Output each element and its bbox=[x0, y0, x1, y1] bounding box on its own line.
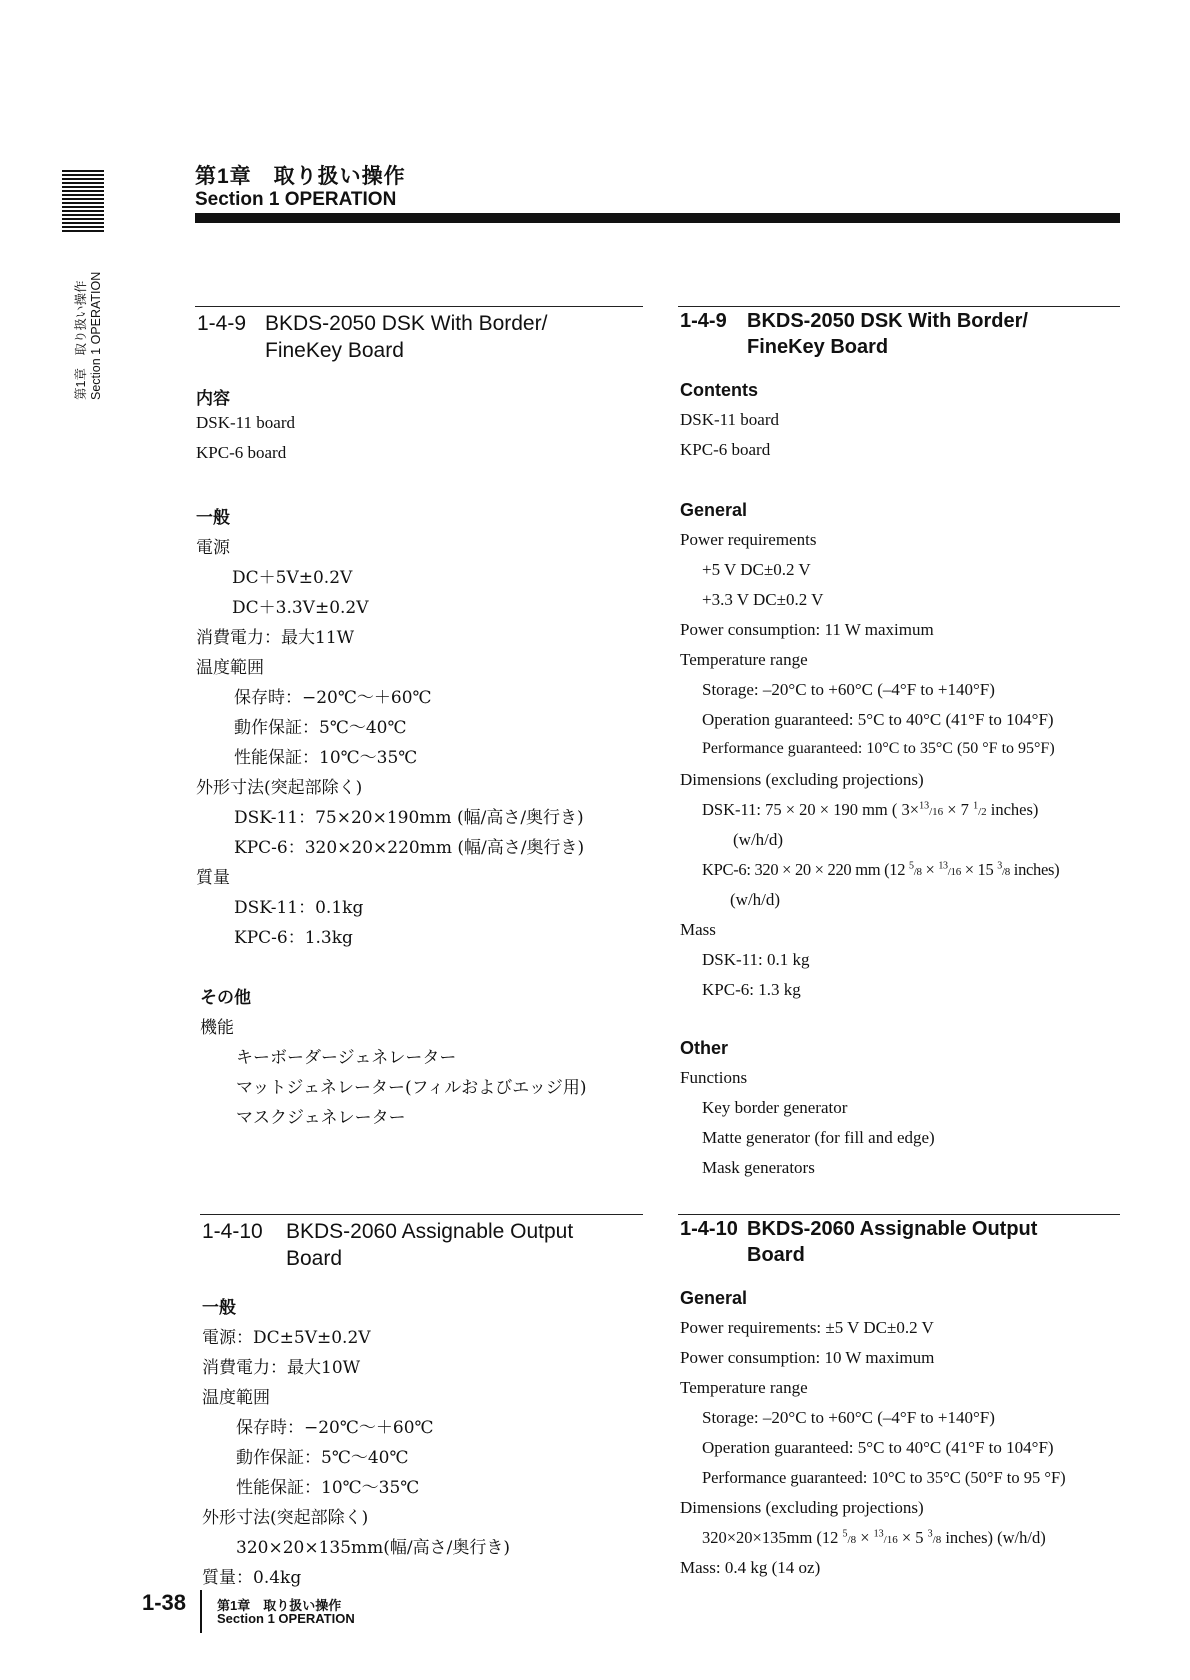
header-rule bbox=[195, 213, 1120, 223]
spec-value: 動作保証：5℃〜40℃ bbox=[234, 718, 407, 738]
section-title-line1: BKDS-2060 Assignable Output bbox=[747, 1218, 1038, 1240]
spec-value-kpc-dimensions: KPC-6: 320 × 20 × 220 mm (12 $^5$/8 × $^{13}$/16 × 15 $^3$/8 inches) bbox=[702, 860, 1060, 879]
spec-value: KPC-6：1.3kg bbox=[234, 928, 353, 948]
spec-value: Mass: 0.4 kg (14 oz) bbox=[680, 1558, 821, 1577]
section-title-en: Section 1 OPERATION bbox=[195, 189, 397, 210]
spec-value: 保存時：−20℃〜＋60℃ bbox=[234, 688, 432, 708]
section-title-line1: BKDS-2060 Assignable Output bbox=[286, 1220, 574, 1243]
spec-label: Power requirements bbox=[680, 530, 817, 549]
spec-label: 質量 bbox=[196, 868, 230, 888]
spec-value: 消費電力：最大11W bbox=[196, 628, 355, 648]
footer-chapter-jp: 第1章 取り扱い操作 bbox=[217, 1598, 342, 1613]
list-item: Key border generator bbox=[702, 1098, 848, 1117]
spec-label: Temperature range bbox=[680, 650, 808, 669]
side-tab-label bbox=[74, 272, 104, 400]
spec-value: DC＋3.3V±0.2V bbox=[232, 598, 369, 618]
spec-value: +3.3 V DC±0.2 V bbox=[702, 590, 824, 609]
section-heading-en-149 bbox=[680, 308, 1125, 360]
spec-value: (w/h/d) bbox=[730, 890, 781, 909]
section-rule bbox=[678, 1214, 1120, 1215]
spec-label: 温度範囲 bbox=[196, 658, 264, 678]
spec-value: Storage: –20°C to +60°C (–4°F to +140°F) bbox=[702, 1408, 995, 1427]
section-heading-en-1410 bbox=[680, 1216, 1125, 1268]
spec-value: Performance guaranteed: 10°C to 35°C (50°F to 95 °F) bbox=[702, 1468, 1066, 1487]
footer-section-en: Section 1 OPERATION bbox=[217, 1611, 355, 1626]
spec-value: Power consumption: 11 W maximum bbox=[680, 620, 934, 639]
spec-label: Temperature range bbox=[680, 1378, 808, 1397]
spec-label: 温度範囲 bbox=[202, 1388, 270, 1408]
section-number: 1-4-10 bbox=[202, 1220, 263, 1243]
side-tab-en: Section 1 OPERATION bbox=[89, 271, 103, 400]
chapter-title-jp: 第1章 取り扱い操作 bbox=[195, 165, 406, 188]
spec-value: Operation guaranteed: 5°C to 40°C (41°F to 104°F) bbox=[702, 710, 1054, 729]
spec-value: 質量：0.4kg bbox=[202, 1568, 302, 1588]
spec-value: 電源：DC±5V±0.2V bbox=[202, 1328, 371, 1348]
spec-value: DSK-11: 0.1 kg bbox=[702, 950, 810, 969]
footer-divider bbox=[200, 1590, 202, 1633]
section-title-line2: Board bbox=[286, 1247, 343, 1270]
spec-label: 電源 bbox=[196, 538, 230, 558]
spec-label: 外形寸法(突起部除く) bbox=[196, 778, 363, 798]
section-heading-jp-1410 bbox=[202, 1218, 647, 1272]
list-item: KPC-6 board bbox=[196, 443, 287, 462]
spec-value: 320×20×135mm(幅/高さ/奥行き) bbox=[236, 1538, 510, 1558]
spec-value: (w/h/d) bbox=[733, 830, 784, 849]
spec-value: KPC-6: 1.3 kg bbox=[702, 980, 801, 999]
spec-value: +5 V DC±0.2 V bbox=[702, 560, 811, 579]
spec-label: Dimensions (excluding projections) bbox=[680, 1498, 924, 1517]
list-item: キーボーダージェネレーター bbox=[236, 1048, 457, 1068]
spec-value: DSK-11：0.1kg bbox=[234, 898, 364, 918]
section-title-line1: BKDS-2050 DSK With Border/ bbox=[747, 310, 1028, 332]
section-title-line2: FineKey Board bbox=[265, 339, 404, 362]
spec-value-dimensions: 320×20×135mm (12 $^5$/8 × $^{13}$/16 × 5 $^3$/8 inches) (w/h/d) bbox=[702, 1528, 1046, 1547]
spec-label: Functions bbox=[680, 1068, 748, 1087]
section-tab-marker bbox=[62, 170, 104, 232]
other-heading: その他 bbox=[200, 988, 251, 1008]
general-heading: General bbox=[680, 1288, 748, 1308]
spec-value: DSK-11：75×20×190mm (幅/高さ/奥行き) bbox=[234, 808, 584, 828]
spec-value-dsk-dimensions: DSK-11: 75 × 20 × 190 mm ( 3×$^{13}$/16 × 7 $^1$/2 inches) bbox=[702, 800, 1039, 819]
spec-value: 動作保証：5℃〜40℃ bbox=[236, 1448, 409, 1468]
spec-value: 性能保証：10℃〜35℃ bbox=[234, 748, 418, 768]
section-heading-jp-149 bbox=[197, 310, 647, 364]
spec-value: KPC-6：320×20×220mm (幅/高さ/奥行き) bbox=[234, 838, 585, 858]
section-title-line2: FineKey Board bbox=[747, 336, 889, 358]
spec-label: Dimensions (excluding projections) bbox=[680, 770, 924, 789]
list-item: マスクジェネレーター bbox=[236, 1108, 406, 1128]
list-item: Mask generators bbox=[702, 1158, 815, 1177]
spec-value: Operation guaranteed: 5°C to 40°C (41°F to 104°F) bbox=[702, 1438, 1054, 1457]
section-rule bbox=[195, 306, 643, 307]
spec-value: 消費電力：最大10W bbox=[202, 1358, 361, 1378]
spec-value: 保存時：−20℃〜＋60℃ bbox=[236, 1418, 434, 1438]
page-number: 1-38 bbox=[142, 1590, 187, 1615]
spec-value: 性能保証：10℃〜35℃ bbox=[236, 1478, 420, 1498]
list-item: Matte generator (for fill and edge) bbox=[702, 1128, 935, 1147]
other-heading: Other bbox=[680, 1038, 729, 1058]
general-heading: General bbox=[680, 500, 748, 520]
list-item: DSK-11 board bbox=[196, 413, 295, 432]
list-item: KPC-6 board bbox=[680, 440, 771, 459]
side-tab-jp: 第1章 取り扱い操作 bbox=[74, 280, 88, 400]
section-title-line2: Board bbox=[747, 1244, 805, 1266]
section-number: 1-4-10 bbox=[680, 1218, 738, 1240]
spec-value: Power requirements: ±5 V DC±0.2 V bbox=[680, 1318, 934, 1337]
spec-label: 機能 bbox=[200, 1018, 234, 1038]
spec-value: Storage: –20°C to +60°C (–4°F to +140°F) bbox=[702, 680, 995, 699]
list-item: マットジェネレーター(フィルおよびエッジ用) bbox=[236, 1078, 587, 1098]
general-heading: 一般 bbox=[196, 508, 230, 528]
spec-label: 外形寸法(突起部除く) bbox=[202, 1508, 369, 1528]
spec-value: Performance guaranteed: 10°C to 35°C (50 °F to 95°F) bbox=[702, 740, 1055, 757]
spec-label: Mass bbox=[680, 920, 716, 939]
contents-heading: Contents bbox=[680, 380, 758, 400]
section-number: 1-4-9 bbox=[197, 312, 247, 335]
spec-value: Power consumption: 10 W maximum bbox=[680, 1348, 935, 1367]
contents-heading: 内容 bbox=[196, 389, 230, 409]
section-rule bbox=[678, 306, 1120, 307]
section-title-line1: BKDS-2050 DSK With Border/ bbox=[265, 312, 548, 335]
list-item: DSK-11 board bbox=[680, 410, 779, 429]
spec-value: DC＋5V±0.2V bbox=[232, 568, 353, 588]
section-rule bbox=[200, 1214, 643, 1215]
section-number: 1-4-9 bbox=[680, 310, 727, 332]
general-heading: 一般 bbox=[202, 1298, 236, 1318]
